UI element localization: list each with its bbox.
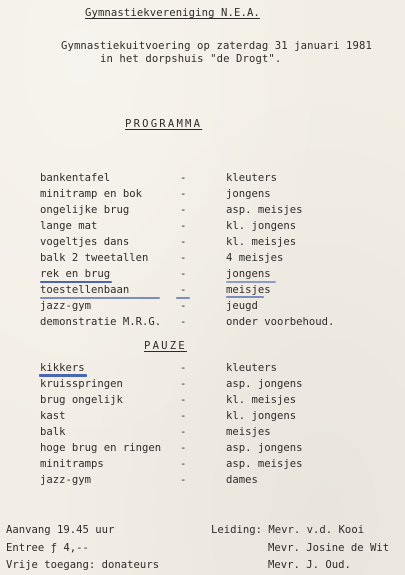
act-name: minitramp en bok (40, 188, 143, 200)
separator-dash: - (180, 252, 187, 264)
pen-mark (40, 281, 112, 283)
group-name: asp. meisjes (226, 204, 303, 216)
entry-fee: Entree ƒ 4,-- (6, 542, 89, 554)
pen-mark (226, 281, 276, 283)
program-row (0, 316, 405, 330)
program-row (0, 204, 405, 218)
pauze-row (0, 474, 405, 488)
group-name: asp. jongens (226, 442, 303, 454)
act-name: hoge brug en ringen (40, 442, 162, 454)
act-name: demonstratie M.R.G. (40, 316, 162, 328)
pauze-row (0, 442, 405, 456)
program-row (0, 284, 405, 298)
separator-dash: - (180, 378, 187, 390)
separator-dash: - (180, 426, 187, 438)
program-row (0, 172, 405, 186)
leaders-line-1: Leiding: Mevr. v.d. Kooi (211, 524, 365, 536)
pauze-row (0, 410, 405, 424)
group-name: onder voorbehoud. (226, 316, 335, 328)
leaders-line-3: Mevr. J. Oud. (268, 559, 351, 571)
act-name: balk (40, 426, 66, 438)
separator-dash: - (180, 362, 187, 374)
group-name: asp. meisjes (226, 458, 303, 470)
group-name: meisjes (226, 426, 271, 438)
separator-dash: - (180, 316, 187, 328)
group-name: kleuters (226, 362, 278, 374)
program-row (0, 236, 405, 250)
pauze-row (0, 394, 405, 408)
group-name: jongens (226, 268, 271, 280)
separator-dash: - (180, 458, 187, 470)
separator-dash: - (180, 236, 187, 248)
program-row (0, 252, 405, 266)
separator-dash: - (180, 204, 187, 216)
pen-mark (226, 296, 264, 298)
pauze-row (0, 378, 405, 392)
group-name: asp. jongens (226, 378, 303, 390)
free-entry: Vrije toegang: donateurs (6, 559, 160, 571)
club-title: Gymnastiekvereniging N.E.A. (85, 7, 260, 19)
separator-dash: - (180, 172, 187, 184)
pen-mark (176, 297, 190, 299)
group-name: 4 meisjes (226, 252, 284, 264)
program-heading: PROGRAMMA (125, 118, 203, 130)
group-name: jongens (226, 188, 271, 200)
separator-dash: - (180, 300, 187, 312)
separator-dash: - (180, 394, 187, 406)
act-name: brug ongelijk (40, 394, 123, 406)
group-name: kl. meisjes (226, 394, 297, 406)
act-name: balk 2 tweetallen (40, 252, 149, 264)
act-name: vogeltjes dans (40, 236, 130, 248)
separator-dash: - (180, 474, 187, 486)
pen-mark (40, 297, 160, 299)
pauze-row (0, 426, 405, 440)
act-name: rek en brug (40, 268, 111, 280)
act-name: kikkers (40, 362, 85, 374)
act-name: kast (40, 410, 66, 422)
act-name: bankentafel (40, 172, 111, 184)
act-name: jazz-gym (40, 474, 92, 486)
group-name: dames (226, 474, 258, 486)
pauze-row (0, 458, 405, 472)
start-time: Aanvang 19.45 uur (6, 524, 115, 536)
program-row (0, 188, 405, 202)
act-name: kruisspringen (40, 378, 123, 390)
act-name: minitramps (40, 458, 104, 470)
program-row (0, 268, 405, 282)
separator-dash: - (180, 268, 187, 280)
separator-dash: - (180, 220, 187, 232)
leaders-line-2: Mevr. Josine de Wit (268, 542, 390, 554)
act-name: lange mat (40, 220, 98, 232)
program-row (0, 300, 405, 314)
act-name: ongelijke brug (40, 204, 130, 216)
separator-dash: - (180, 284, 187, 296)
pauze-heading: PAUZE (144, 340, 187, 352)
group-name: kl. meisjes (226, 236, 297, 248)
event-line-2: in het dorpshuis "de Drogt". (100, 53, 282, 65)
act-name: jazz-gym (40, 300, 92, 312)
separator-dash: - (180, 410, 187, 422)
group-name: meisjes (226, 284, 271, 296)
group-name: kleuters (226, 172, 278, 184)
act-name: toestellenbaan (40, 284, 130, 296)
program-row (0, 220, 405, 234)
pen-underline (39, 374, 87, 377)
separator-dash: - (180, 188, 187, 200)
group-name: jeugd (226, 300, 258, 312)
group-name: kl. jongens (226, 220, 297, 232)
group-name: kl. jongens (226, 410, 297, 422)
separator-dash: - (180, 442, 187, 454)
event-line-1: Gymnastiekuitvoering op zaterdag 31 januari 1981 (61, 40, 372, 52)
